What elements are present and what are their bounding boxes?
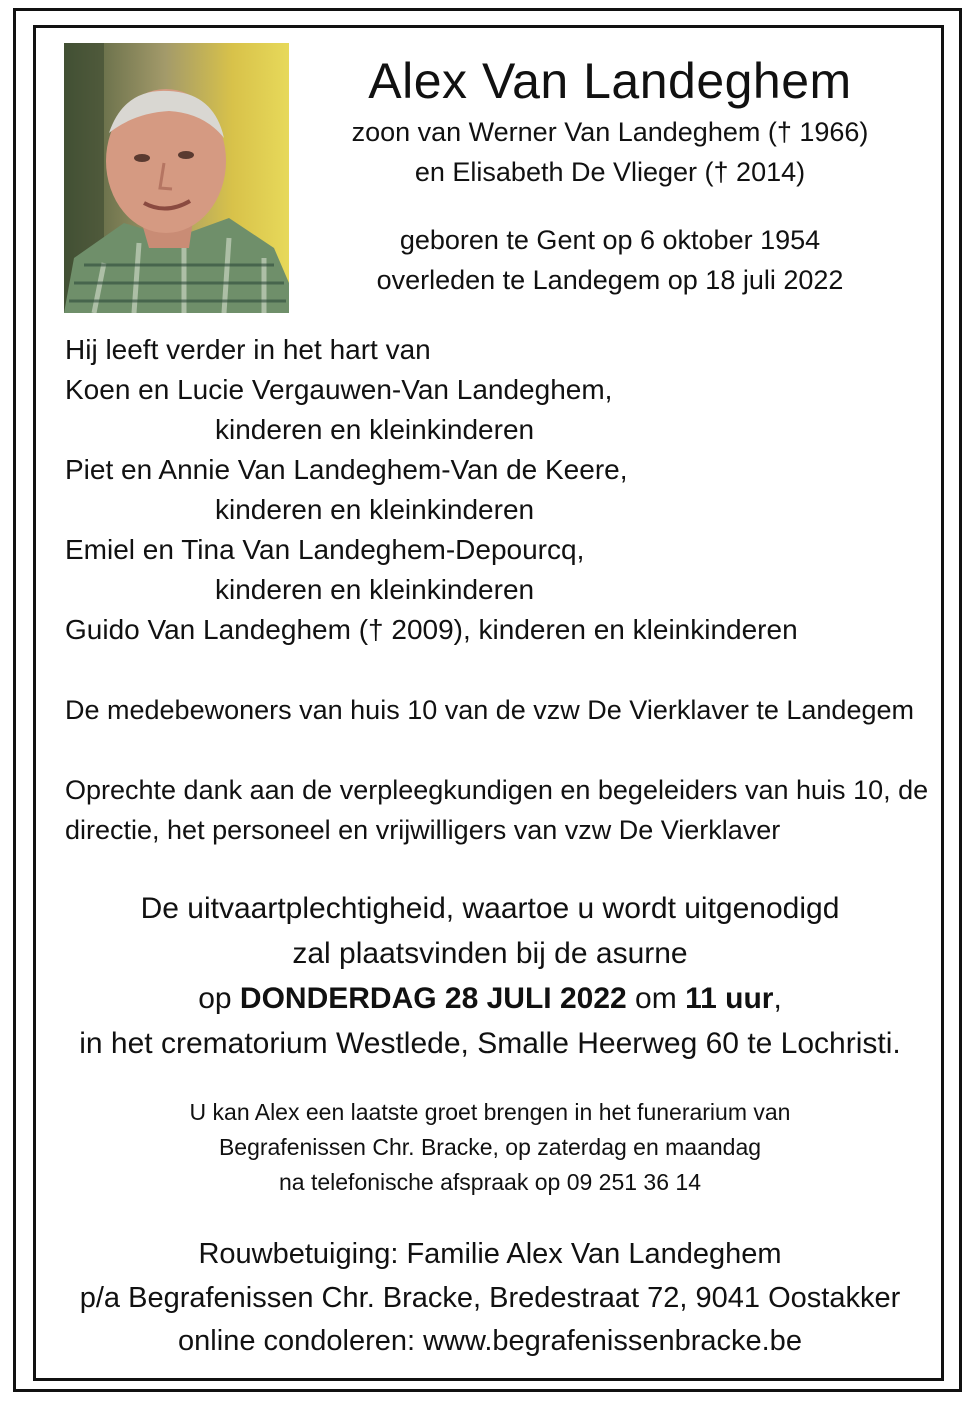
online-condolence-link[interactable]: online condoleren: www.begrafenissenbracke.be: [178, 1325, 802, 1357]
thanks-line-2: directie, het personeel en vrijwilligers van vzw De Vierklaver: [65, 815, 781, 845]
funeral-suffix: ,: [773, 982, 782, 1015]
family-intro: Hij leeft verder in het hart van: [65, 334, 431, 365]
visit-line-2: Begrafenissen Chr. Bracke, op zaterdag en maandag: [218, 1134, 762, 1160]
visit-section: [40, 1095, 940, 1200]
family-section: [65, 330, 945, 650]
family-line: Guido Van Landeghem († 2009), kinderen en kleinkinderen: [65, 614, 798, 645]
death-line: overleden te Landegem op 18 juli 2022: [376, 265, 844, 295]
funeral-prefix: op: [198, 982, 232, 1015]
funeral-date: DONDERDAG 28 JULI 2022: [239, 982, 627, 1015]
contact-line-1: Rouwbetuiging: Familie Alex Van Landeghem: [198, 1238, 782, 1270]
funeral-line-2: zal plaatsvinden bij de asurne: [292, 937, 688, 970]
parents-line-1: zoon van Werner Van Landeghem († 1966): [351, 117, 869, 147]
visit-line-3: na telefonische afspraak op 09 251 36 14: [279, 1169, 701, 1195]
thanks-section: [65, 770, 945, 850]
thanks-line-1: Oprechte dank aan de verpleegkundigen en begeleiders van huis 10, de: [65, 775, 929, 805]
portrait-photo: [64, 43, 289, 313]
family-line: kinderen en kleinkinderen: [215, 414, 535, 445]
deceased-name: Alex Van Landeghem: [368, 53, 852, 109]
contact-line-2: p/a Begrafenissen Chr. Bracke, Bredestraat 72, 9041 Oostakker: [79, 1282, 901, 1314]
contact-section: [40, 1232, 940, 1320]
funeral-line-1: De uitvaartplechtigheid, waartoe u wordt uitgenodigd: [140, 892, 840, 925]
family-line: Koen en Lucie Vergauwen-Van Landeghem,: [65, 374, 613, 405]
visit-line-1: U kan Alex een laatste groet brengen in het funerarium van: [189, 1099, 791, 1125]
funeral-line-4: in het crematorium Westlede, Smalle Heerweg 60 te Lochristi.: [79, 1027, 901, 1060]
family-line: kinderen en kleinkinderen: [215, 494, 535, 525]
birth-line: geboren te Gent op 6 oktober 1954: [399, 225, 821, 255]
family-line: Emiel en Tina Van Landeghem-Depourcq,: [65, 534, 585, 565]
funeral-date-line: [40, 976, 940, 1021]
parents-line-2: en Elisabeth De Vlieger († 2014): [414, 157, 806, 187]
funeral-mid: om: [635, 982, 677, 1015]
family-line: kinderen en kleinkinderen: [215, 574, 535, 605]
family-line: Piet en Annie Van Landeghem-Van de Keere,: [65, 454, 628, 485]
header: [300, 50, 920, 300]
funeral-time: 11 uur: [685, 982, 774, 1015]
residents-line: De medebewoners van huis 10 van de vzw De Vierklaver te Landegem: [65, 695, 914, 725]
funeral-section: [40, 886, 940, 1066]
